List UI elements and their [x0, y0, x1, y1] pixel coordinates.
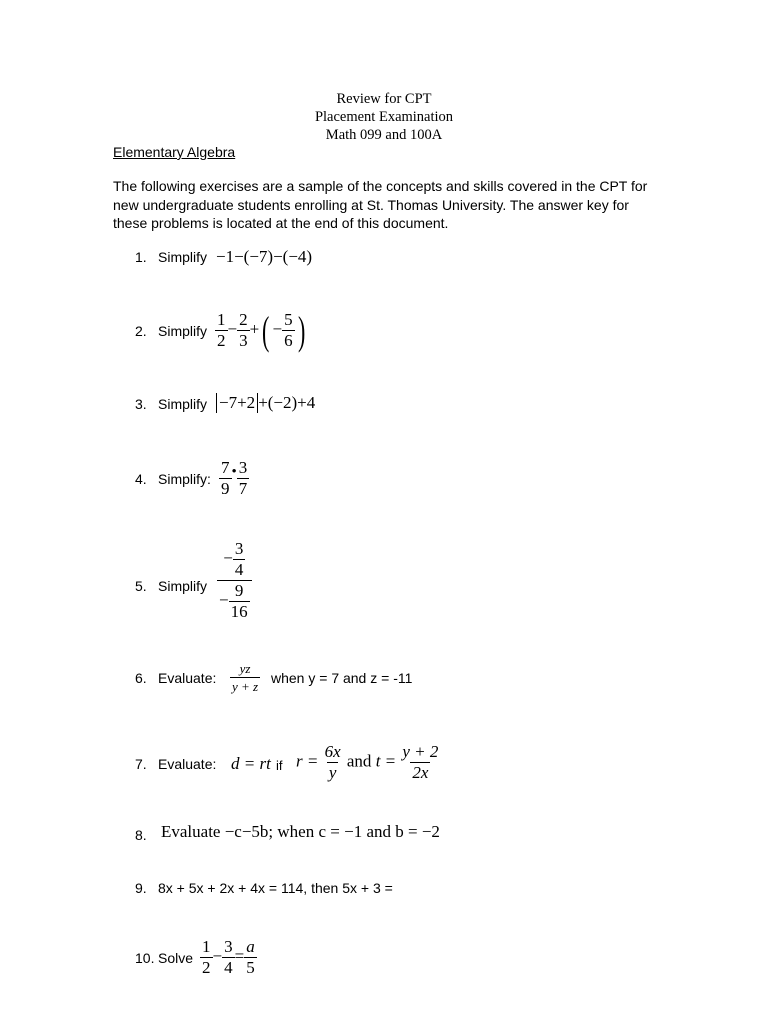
problem-expression: −1−(−7)−(−4)	[216, 247, 313, 266]
numerator: − $\frac{3}{4}$	[223, 539, 244, 579]
section-title: Elementary Algebra	[113, 144, 236, 160]
problem-number: 2.	[135, 323, 147, 339]
operator: −	[272, 319, 283, 339]
document-header	[0, 90, 768, 144]
header-course: Math 099 and 100A	[325, 127, 443, 143]
problem-expression: Evaluate −c−5b; when c = −1 and b = −2	[161, 822, 440, 841]
problem-label: Simplify	[158, 578, 208, 594]
fraction: $\frac{yz}{y + z}$	[232, 661, 259, 694]
fraction: $\frac{2}{3}$	[239, 310, 248, 350]
fraction: $\frac{5}{6}$	[284, 310, 293, 350]
problem-number: 7.	[135, 756, 147, 772]
problem-number: 3.	[135, 396, 147, 412]
fraction: $\frac{1}{2}$	[202, 937, 211, 977]
problem-condition: when y = 7 and z = -11	[271, 670, 413, 686]
problem-label: Solve	[158, 950, 194, 966]
operator: •	[231, 464, 237, 481]
problem-label: Evaluate:	[158, 756, 217, 772]
fraction: $\frac{3}{4}$	[224, 937, 233, 977]
problem-number: 4.	[135, 471, 147, 487]
problem-expression	[219, 458, 249, 499]
problem-expression	[216, 393, 315, 413]
if-label: if	[276, 758, 283, 773]
problem-label: Simplify	[158, 323, 208, 339]
left-paren: (	[262, 307, 270, 353]
problem-expression: r = $\frac{6x}{y}$ and t = $\frac{y + 2}{2x}$	[296, 742, 439, 782]
equation: d = rt	[231, 754, 271, 773]
problem-number: 10.	[135, 950, 155, 966]
problem-expression	[217, 539, 252, 622]
fraction: $\frac{1}{2}$	[217, 310, 226, 350]
problem-label: Simplify:	[158, 471, 211, 487]
fraction: $\frac{a}{5}$	[246, 937, 255, 977]
fraction: $\frac{6x}{y}$	[324, 742, 341, 782]
problem-expression	[200, 937, 257, 978]
operator: −	[212, 946, 223, 966]
absolute-value: −7+2	[216, 393, 258, 413]
header-title: Review for CPT	[336, 91, 432, 107]
problem-number: 6.	[135, 670, 147, 686]
problem-label: Simplify	[158, 249, 208, 265]
problem-number: 1.	[135, 249, 147, 265]
problem-label: Simplify	[158, 396, 208, 412]
expression-rest: +(−2)+4	[258, 393, 316, 412]
problem-number: 8.	[135, 827, 147, 843]
operator: +	[249, 319, 260, 339]
operator: =	[234, 946, 245, 966]
fraction: $\frac{3}{7}$	[238, 458, 248, 498]
fraction: $\frac{7}{9}$	[221, 458, 230, 498]
fraction: $\frac{y + 2}{2x}$	[402, 742, 439, 782]
operator: −	[227, 319, 238, 339]
problem-number: 5.	[135, 578, 147, 594]
problem-label: Evaluate:	[158, 670, 217, 686]
intro-paragraph: The following exercises are a sample of the concepts and skills covered in the CPT for new undergraduate students enrolling at St. Thomas University. The answer key for these problems is located at the end of this document.	[113, 178, 648, 231]
problem-expression	[230, 661, 260, 696]
complex-fraction	[217, 539, 252, 622]
right-paren: )	[297, 307, 305, 353]
header-subtitle: Placement Examination	[314, 109, 454, 125]
problem-number: 9.	[135, 880, 147, 896]
problem-expression: 8x + 5x + 2x + 4x = 114, then 5x + 3 =	[158, 880, 393, 896]
denominator: − $\frac{9}{16}$	[217, 580, 252, 622]
problem-expression	[215, 307, 308, 353]
